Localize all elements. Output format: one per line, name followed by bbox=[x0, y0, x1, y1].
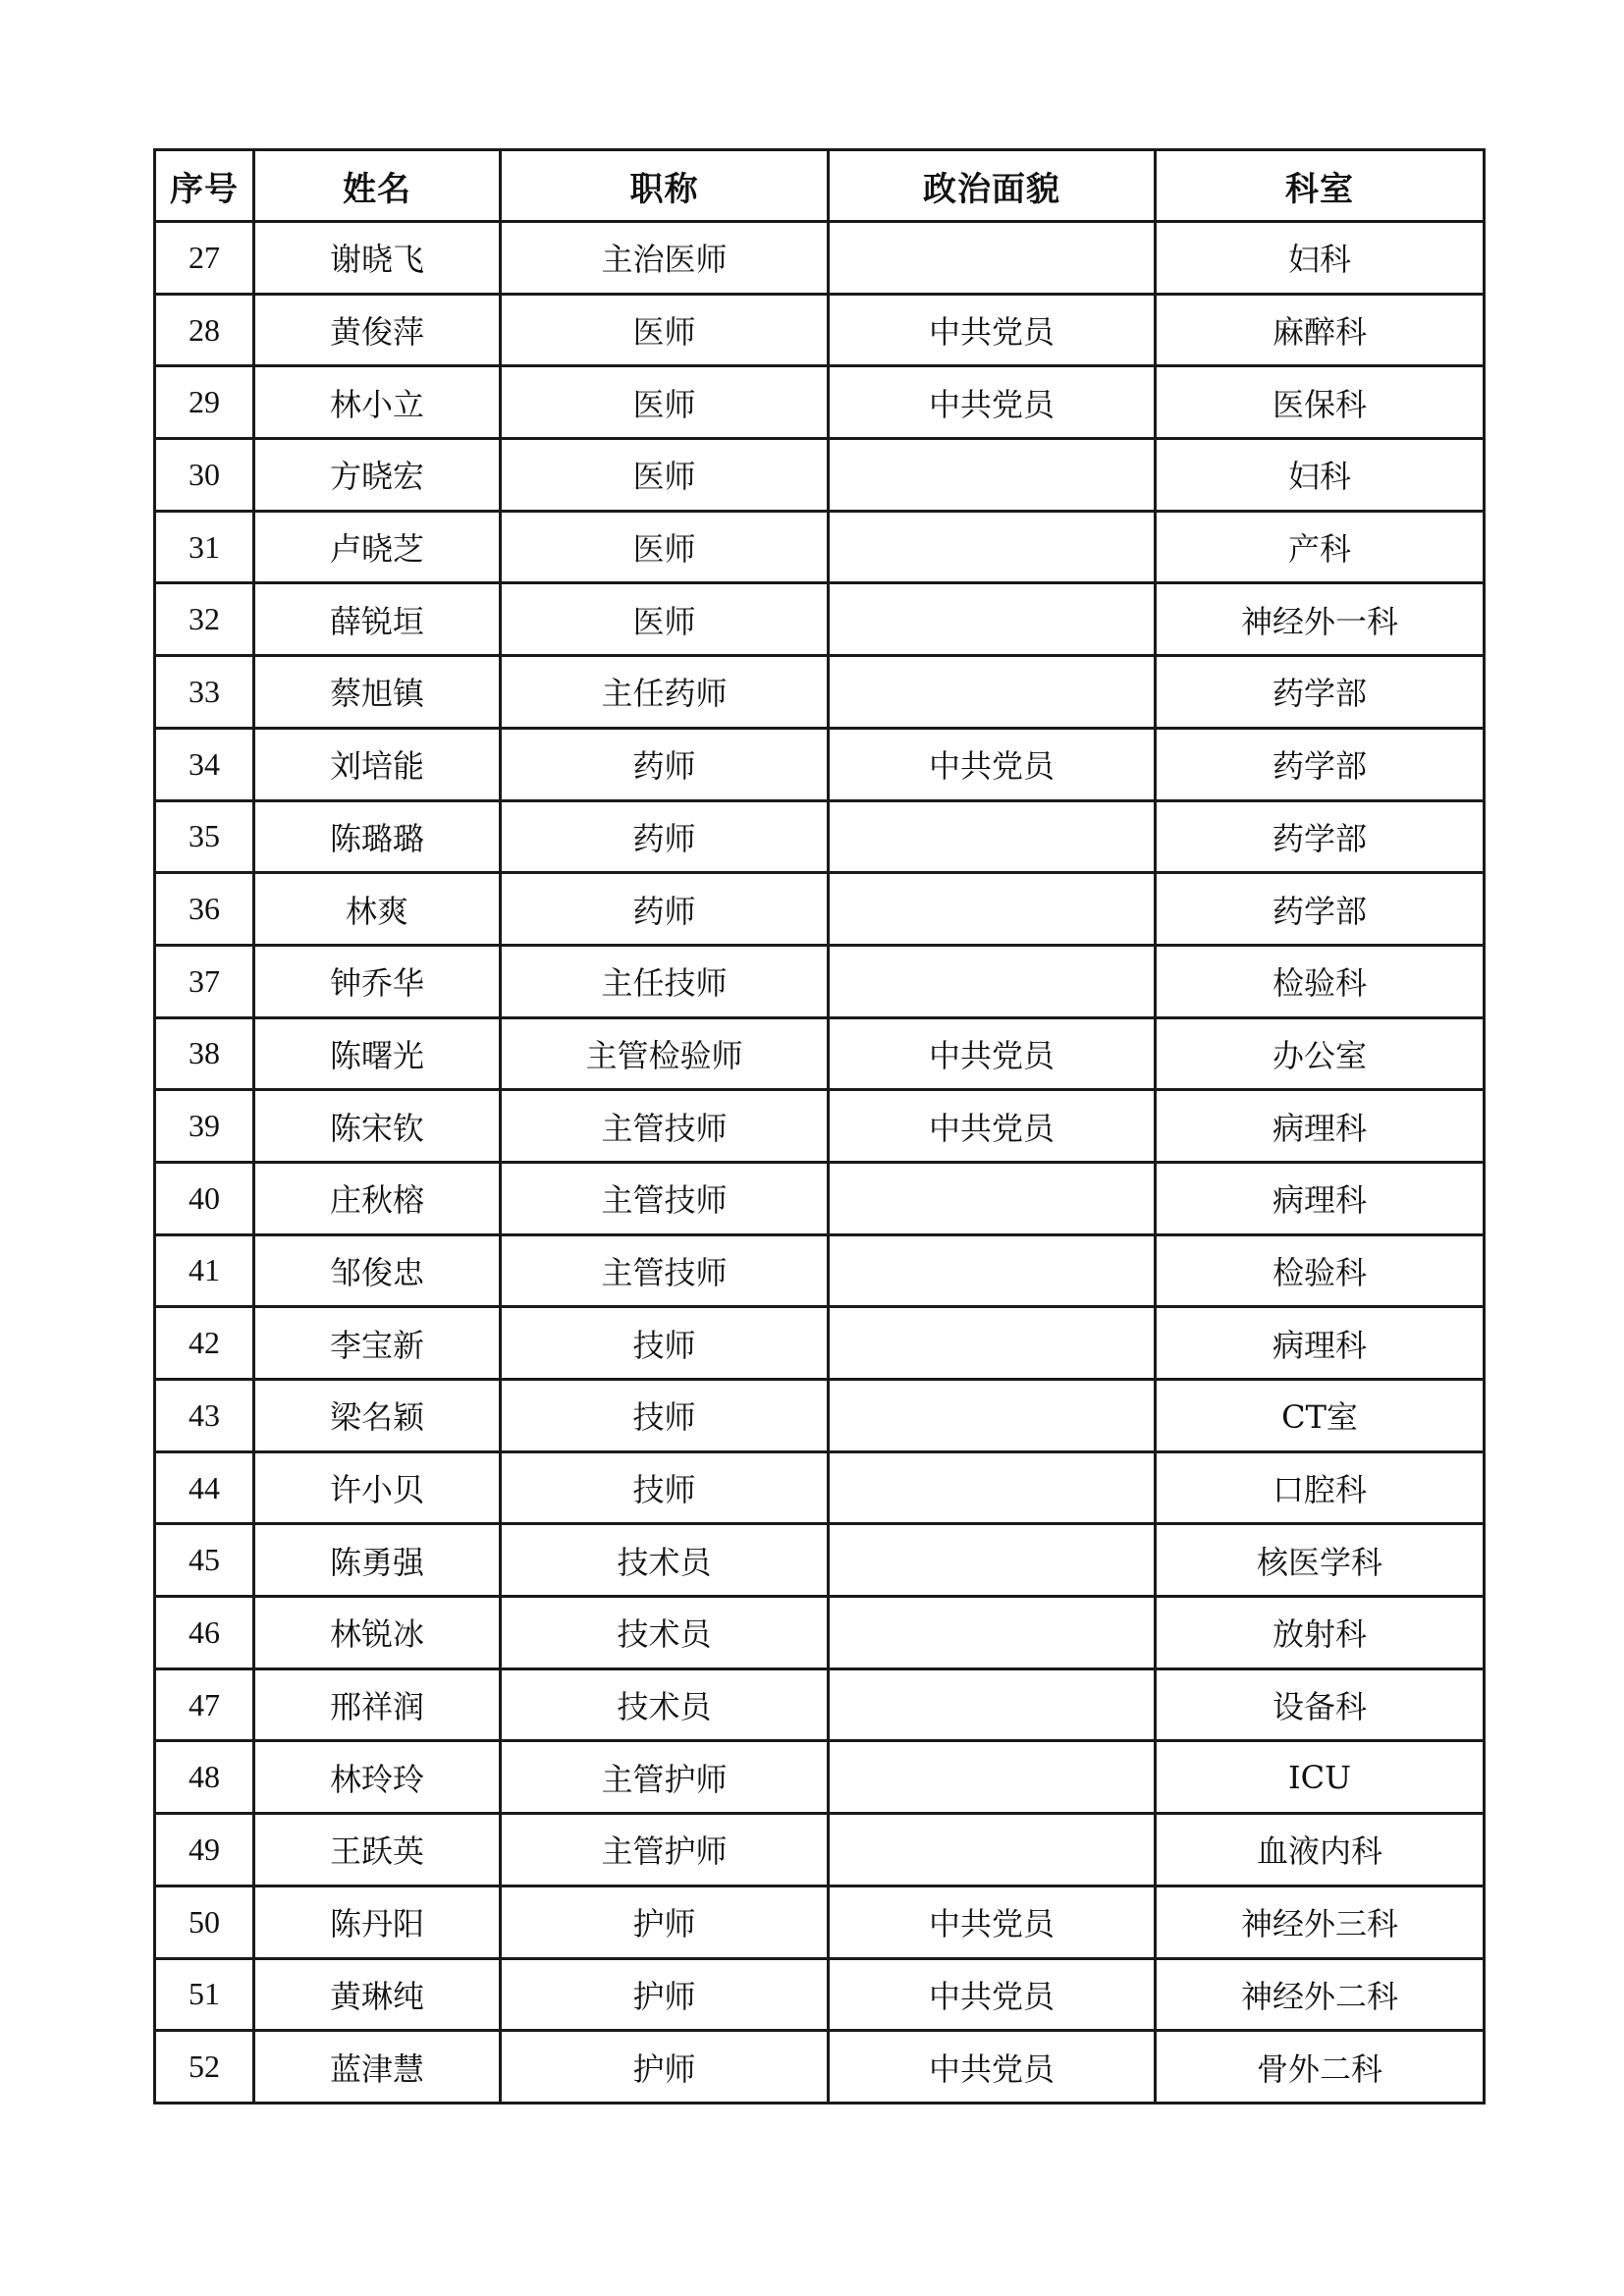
cell-name: 许小贝 bbox=[254, 1451, 501, 1524]
table-row bbox=[155, 1958, 1485, 2031]
table-row bbox=[155, 1524, 1485, 1597]
cell-name: 陈丹阳 bbox=[254, 1886, 501, 1958]
cell-index: 34 bbox=[155, 728, 254, 800]
table-row bbox=[155, 1234, 1485, 1307]
cell-department: 设备科 bbox=[1156, 1668, 1485, 1741]
cell-index: 31 bbox=[155, 511, 254, 583]
header-title: 职称 bbox=[501, 150, 829, 222]
table-row bbox=[155, 511, 1485, 583]
table-body bbox=[155, 222, 1485, 2104]
cell-title: 技师 bbox=[501, 1380, 829, 1452]
table-row bbox=[155, 728, 1485, 800]
cell-title: 护师 bbox=[501, 2031, 829, 2104]
cell-index: 32 bbox=[155, 583, 254, 656]
table-row bbox=[155, 583, 1485, 656]
cell-political-status: 中共党员 bbox=[829, 1886, 1156, 1958]
cell-name: 钟乔华 bbox=[254, 945, 501, 1017]
cell-name: 陈璐璐 bbox=[254, 800, 501, 873]
cell-title: 医师 bbox=[501, 583, 829, 656]
cell-name: 李宝新 bbox=[254, 1307, 501, 1380]
cell-index: 48 bbox=[155, 1741, 254, 1814]
cell-index: 37 bbox=[155, 945, 254, 1017]
header-political-status: 政治面貌 bbox=[829, 150, 1156, 222]
table-row bbox=[155, 873, 1485, 946]
cell-political-status: 中共党员 bbox=[829, 1090, 1156, 1163]
cell-index: 35 bbox=[155, 800, 254, 873]
cell-index: 33 bbox=[155, 656, 254, 729]
cell-department: 病理科 bbox=[1156, 1090, 1485, 1163]
cell-index: 41 bbox=[155, 1234, 254, 1307]
table-row bbox=[155, 1380, 1485, 1452]
cell-index: 40 bbox=[155, 1162, 254, 1234]
cell-name: 方晓宏 bbox=[254, 439, 501, 512]
cell-title: 主任技师 bbox=[501, 945, 829, 1017]
cell-department: 药学部 bbox=[1156, 873, 1485, 946]
cell-title: 技术员 bbox=[501, 1524, 829, 1597]
cell-name: 梁名颖 bbox=[254, 1380, 501, 1452]
table-row bbox=[155, 945, 1485, 1017]
cell-department: 神经外一科 bbox=[1156, 583, 1485, 656]
cell-index: 43 bbox=[155, 1380, 254, 1452]
cell-title: 主管护师 bbox=[501, 1741, 829, 1814]
cell-department: 病理科 bbox=[1156, 1162, 1485, 1234]
cell-name: 林爽 bbox=[254, 873, 501, 946]
cell-name: 林小立 bbox=[254, 366, 501, 439]
cell-name: 卢晓芝 bbox=[254, 511, 501, 583]
cell-name: 刘培能 bbox=[254, 728, 501, 800]
cell-title: 药师 bbox=[501, 873, 829, 946]
table-row bbox=[155, 1741, 1485, 1814]
cell-political-status bbox=[829, 1307, 1156, 1380]
cell-index: 36 bbox=[155, 873, 254, 946]
cell-political-status bbox=[829, 800, 1156, 873]
table-row bbox=[155, 439, 1485, 512]
header-index: 序号 bbox=[155, 150, 254, 222]
cell-title: 护师 bbox=[501, 1886, 829, 1958]
cell-index: 38 bbox=[155, 1017, 254, 1090]
header-name: 姓名 bbox=[254, 150, 501, 222]
cell-political-status: 中共党员 bbox=[829, 728, 1156, 800]
cell-title: 技术员 bbox=[501, 1668, 829, 1741]
cell-department: 产科 bbox=[1156, 511, 1485, 583]
table-row bbox=[155, 1814, 1485, 1886]
cell-name: 林锐冰 bbox=[254, 1597, 501, 1669]
table-row bbox=[155, 800, 1485, 873]
table-row bbox=[155, 1162, 1485, 1234]
table-row bbox=[155, 1451, 1485, 1524]
cell-index: 47 bbox=[155, 1668, 254, 1741]
cell-political-status: 中共党员 bbox=[829, 1017, 1156, 1090]
cell-title: 医师 bbox=[501, 294, 829, 366]
cell-index: 52 bbox=[155, 2031, 254, 2104]
cell-department: 妇科 bbox=[1156, 222, 1485, 295]
cell-title: 医师 bbox=[501, 366, 829, 439]
cell-name: 陈曙光 bbox=[254, 1017, 501, 1090]
cell-name: 蓝津慧 bbox=[254, 2031, 501, 2104]
cell-index: 49 bbox=[155, 1814, 254, 1886]
cell-department: CT室 bbox=[1156, 1380, 1485, 1452]
cell-department: 麻醉科 bbox=[1156, 294, 1485, 366]
header-row bbox=[155, 150, 1485, 222]
cell-political-status bbox=[829, 439, 1156, 512]
cell-title: 主管检验师 bbox=[501, 1017, 829, 1090]
cell-department: 神经外三科 bbox=[1156, 1886, 1485, 1958]
cell-political-status bbox=[829, 511, 1156, 583]
cell-department: 神经外二科 bbox=[1156, 1958, 1485, 2031]
cell-political-status: 中共党员 bbox=[829, 294, 1156, 366]
cell-political-status bbox=[829, 1668, 1156, 1741]
cell-index: 51 bbox=[155, 1958, 254, 2031]
cell-index: 44 bbox=[155, 1451, 254, 1524]
cell-department: 妇科 bbox=[1156, 439, 1485, 512]
cell-political-status bbox=[829, 656, 1156, 729]
cell-name: 薛锐垣 bbox=[254, 583, 501, 656]
cell-name: 陈宋钦 bbox=[254, 1090, 501, 1163]
cell-index: 28 bbox=[155, 294, 254, 366]
cell-political-status bbox=[829, 873, 1156, 946]
cell-political-status: 中共党员 bbox=[829, 1958, 1156, 2031]
cell-political-status bbox=[829, 945, 1156, 1017]
cell-name: 谢晓飞 bbox=[254, 222, 501, 295]
cell-department: 检验科 bbox=[1156, 945, 1485, 1017]
cell-department: 放射科 bbox=[1156, 1597, 1485, 1669]
cell-department: 血液内科 bbox=[1156, 1814, 1485, 1886]
cell-political-status bbox=[829, 222, 1156, 295]
cell-political-status bbox=[829, 1380, 1156, 1452]
cell-name: 黄琳纯 bbox=[254, 1958, 501, 2031]
cell-department: 检验科 bbox=[1156, 1234, 1485, 1307]
cell-political-status bbox=[829, 1162, 1156, 1234]
cell-political-status bbox=[829, 1741, 1156, 1814]
cell-name: 王跃英 bbox=[254, 1814, 501, 1886]
cell-index: 50 bbox=[155, 1886, 254, 1958]
cell-index: 46 bbox=[155, 1597, 254, 1669]
cell-political-status bbox=[829, 1597, 1156, 1669]
cell-name: 陈勇强 bbox=[254, 1524, 501, 1597]
cell-title: 医师 bbox=[501, 511, 829, 583]
cell-political-status: 中共党员 bbox=[829, 2031, 1156, 2104]
cell-department: 病理科 bbox=[1156, 1307, 1485, 1380]
cell-name: 蔡旭镇 bbox=[254, 656, 501, 729]
cell-political-status bbox=[829, 1814, 1156, 1886]
cell-department: 口腔科 bbox=[1156, 1451, 1485, 1524]
cell-name: 邢祥润 bbox=[254, 1668, 501, 1741]
cell-political-status bbox=[829, 1234, 1156, 1307]
cell-index: 30 bbox=[155, 439, 254, 512]
cell-department: 核医学科 bbox=[1156, 1524, 1485, 1597]
cell-name: 庄秋榕 bbox=[254, 1162, 501, 1234]
cell-title: 药师 bbox=[501, 800, 829, 873]
cell-political-status bbox=[829, 1451, 1156, 1524]
cell-index: 45 bbox=[155, 1524, 254, 1597]
cell-department: 药学部 bbox=[1156, 800, 1485, 873]
cell-political-status: 中共党员 bbox=[829, 366, 1156, 439]
table-row bbox=[155, 1307, 1485, 1380]
staff-table bbox=[153, 148, 1486, 2105]
table-row bbox=[155, 1668, 1485, 1741]
cell-title: 药师 bbox=[501, 728, 829, 800]
cell-title: 主管技师 bbox=[501, 1162, 829, 1234]
cell-political-status bbox=[829, 583, 1156, 656]
table-row bbox=[155, 1090, 1485, 1163]
table-row bbox=[155, 2031, 1485, 2104]
cell-department: 药学部 bbox=[1156, 656, 1485, 729]
table-row bbox=[155, 366, 1485, 439]
table-row bbox=[155, 1886, 1485, 1958]
cell-title: 主管技师 bbox=[501, 1234, 829, 1307]
cell-title: 主管技师 bbox=[501, 1090, 829, 1163]
cell-name: 林玲玲 bbox=[254, 1741, 501, 1814]
table-row bbox=[155, 294, 1485, 366]
cell-index: 27 bbox=[155, 222, 254, 295]
cell-name: 黄俊萍 bbox=[254, 294, 501, 366]
cell-title: 护师 bbox=[501, 1958, 829, 2031]
cell-title: 医师 bbox=[501, 439, 829, 512]
cell-index: 29 bbox=[155, 366, 254, 439]
cell-department: 办公室 bbox=[1156, 1017, 1485, 1090]
table-row bbox=[155, 656, 1485, 729]
cell-political-status bbox=[829, 1524, 1156, 1597]
cell-department: 药学部 bbox=[1156, 728, 1485, 800]
cell-department: ICU bbox=[1156, 1741, 1485, 1814]
cell-title: 主任药师 bbox=[501, 656, 829, 729]
cell-name: 邹俊忠 bbox=[254, 1234, 501, 1307]
cell-title: 主治医师 bbox=[501, 222, 829, 295]
table-row bbox=[155, 1017, 1485, 1090]
cell-department: 医保科 bbox=[1156, 366, 1485, 439]
cell-title: 主管护师 bbox=[501, 1814, 829, 1886]
cell-index: 42 bbox=[155, 1307, 254, 1380]
cell-title: 技师 bbox=[501, 1307, 829, 1380]
cell-index: 39 bbox=[155, 1090, 254, 1163]
table-row bbox=[155, 1597, 1485, 1669]
table-row bbox=[155, 222, 1485, 295]
cell-title: 技师 bbox=[501, 1451, 829, 1524]
cell-department: 骨外二科 bbox=[1156, 2031, 1485, 2104]
cell-title: 技术员 bbox=[501, 1597, 829, 1669]
header-department: 科室 bbox=[1156, 150, 1485, 222]
